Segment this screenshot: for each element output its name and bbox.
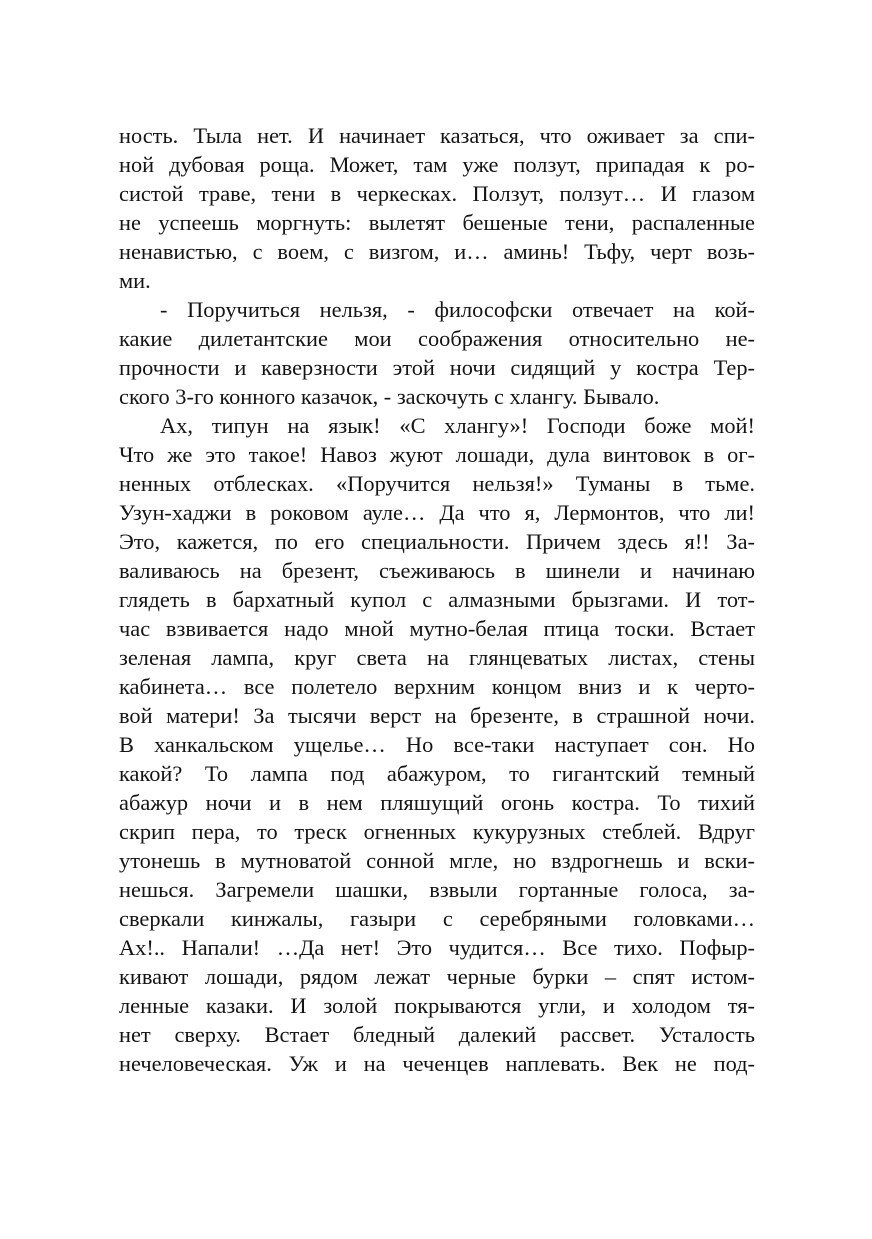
- text-line: Узун-хаджи в роковом ауле… Да что я, Лермонтов, что ли!: [119, 500, 755, 525]
- text-line: Это, кажется, по его специальности. Причем здесь я!! За-: [119, 529, 755, 554]
- text-line: В ханкальском ущелье… Но все-таки наступает сон. Но: [119, 732, 755, 757]
- text-line: ского 3-го конного казачок, - заскочуть с хлангу. Бывало.: [119, 384, 660, 409]
- text-line: какой? То лампа под абажуром, то гигантский темный: [119, 761, 755, 786]
- text-line: вой матери! За тысячи верст на брезенте, в страшной ночи.: [119, 703, 755, 728]
- text-line: утонешь в мутноватой сонной мгле, но вздрогнешь и вски-: [119, 848, 755, 873]
- text-line: глядеть в бархатный купол с алмазными брызгами. И тот-: [119, 587, 755, 612]
- text-line: кивают лошади, рядом лежат черные бурки – спят истом-: [119, 964, 755, 989]
- text-line: абажур ночи и в нем пляшущий огонь костра. То тихий: [119, 790, 755, 815]
- text-line: прочности и каверзности этой ночи сидящий у костра Тер-: [119, 355, 755, 380]
- text-line: кабинета… все полетело верхним концом вниз и к черто-: [119, 674, 755, 699]
- text-line: ленные казаки. И золой покрываются угли, и холодом тя-: [119, 993, 755, 1018]
- text-line: ность. Тыла нет. И начинает казаться, что оживает за спи-: [119, 123, 755, 148]
- text-line: ми.: [119, 268, 151, 293]
- text-line: не успеешь моргнуть: вылетят бешеные тени, распаленные: [119, 210, 755, 235]
- text-line: какие дилетантские мои соображения относительно не-: [119, 326, 755, 351]
- text-line: ненавистью, с воем, с визгом, и… аминь! Тьфу, черт возь-: [119, 239, 755, 264]
- text-line: ной дубовая роща. Может, там уже ползут, припадая к ро-: [119, 152, 755, 177]
- text-line: сверкали кинжалы, газыри с серебряными головками…: [119, 906, 755, 931]
- text-line: час взвивается надо мной мутно-белая птица тоски. Встает: [119, 616, 755, 641]
- body-text: [119, 121, 755, 1078]
- text-line: систой траве, тени в черкесках. Ползут, ползут… И глазом: [119, 181, 755, 206]
- text-line: зеленая лампа, круг света на глянцеватых листах, стены: [119, 645, 755, 670]
- text-line: - Поручиться нельзя, - философски отвечает на кой-: [160, 297, 755, 322]
- text-line: нешься. Загремели шашки, взвыли гортанные голоса, за-: [119, 877, 755, 902]
- text-line: Ах!.. Напали! …Да нет! Это чудится… Все тихо. Пофыр-: [119, 935, 755, 960]
- text-line: нет сверху. Встает бледный далекий рассвет. Усталость: [119, 1022, 755, 1047]
- text-line: Что же это такое! Навоз жуют лошади, дула винтовок в ог-: [119, 442, 755, 467]
- text-line: валиваюсь на брезент, съеживаюсь в шинели и начинаю: [119, 558, 755, 583]
- text-line: нечеловеческая. Уж и на чеченцев наплевать. Век не под-: [119, 1051, 755, 1076]
- text-line: ненных отблесках. «Поручится нельзя!» Туманы в тьме.: [119, 471, 755, 496]
- text-line: Ах, типун на язык! «С хлангу»! Господи боже мой!: [160, 413, 755, 438]
- text-line: скрип пера, то треск огненных кукурузных стеблей. Вдруг: [119, 819, 755, 844]
